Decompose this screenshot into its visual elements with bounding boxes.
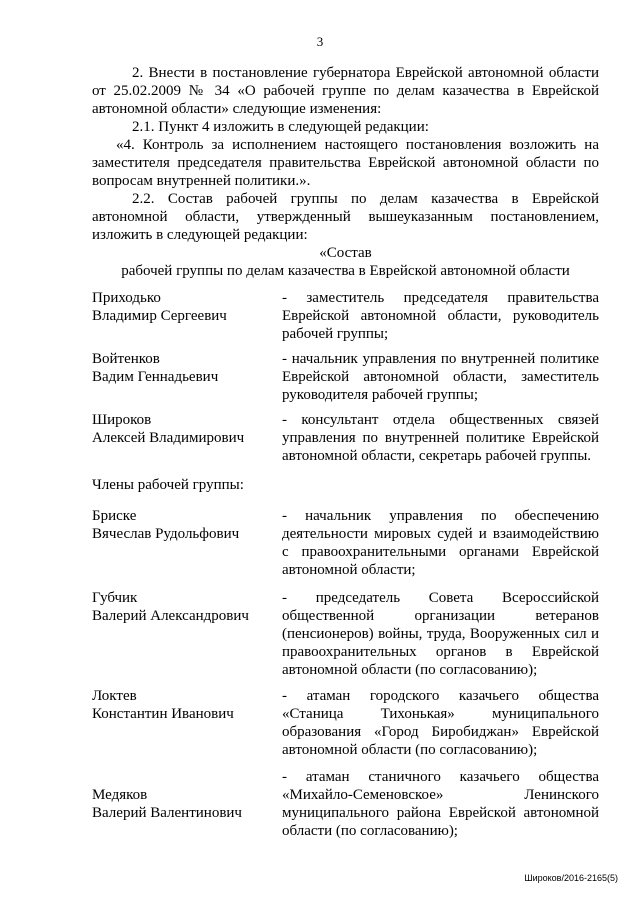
member-role: - атаман городского казачьего общества «Станица Тихонькая» муниципального образования «Город Биробиджан» Еврейской автономной области (по согласованию); bbox=[282, 688, 599, 758]
document-body bbox=[92, 64, 599, 280]
member-role: - начальник управления по внутренней политике Еврейской автономной области, заместитель руководителя рабочей группы; bbox=[282, 351, 599, 403]
paragraph-2-1: 2.1. Пункт 4 изложить в следующей редакции: bbox=[132, 119, 429, 135]
member-name bbox=[92, 786, 272, 822]
member-surname: Войтенков bbox=[92, 351, 160, 367]
member-role: - консультант отдела общественных связей управления по внутренней политике Еврейской автономной области, секретарь рабочей группы. bbox=[282, 412, 599, 464]
member-surname: Медяков bbox=[92, 787, 148, 803]
member-surname: Губчик bbox=[92, 590, 138, 606]
members-label: Члены рабочей группы: bbox=[92, 477, 244, 493]
member-given-name: Валерий Валентинович bbox=[92, 805, 242, 821]
paragraph-2: 2. Внести в постановление губернатора Еврейской автономной области от 25.02.2009 № 34 «О рабочей группе по делам казачества в Еврейской автономной области» следующие изменения: bbox=[92, 65, 599, 117]
member-given-name: Владимир Сергеевич bbox=[92, 308, 227, 324]
member-surname: Локтев bbox=[92, 688, 137, 704]
member-surname: Бриске bbox=[92, 508, 137, 524]
member-given-name: Константин Иванович bbox=[92, 706, 234, 722]
member-surname: Приходько bbox=[92, 290, 161, 306]
document-footer-code: Широков/2016-2165(5) bbox=[524, 873, 618, 883]
paragraph-2-2: 2.2. Состав рабочей группы по делам казачества в Еврейской автономной области, утвержденный вышеуказанным постановлением, изложить в следующей редакции: bbox=[92, 191, 599, 243]
page-number: 3 bbox=[316, 34, 324, 49]
member-surname: Широков bbox=[92, 412, 152, 428]
member-role: - председатель Совета Всероссийской общественной организации ветеранов (пенсионеров) войны, труда, Вооруженных сил и правоохранительных органов в Еврейской автономной области (по согласованию); bbox=[282, 590, 599, 678]
member-name bbox=[92, 350, 272, 386]
member-given-name: Алексей Владимирович bbox=[92, 430, 245, 446]
paragraph-quoted-4: «4. Контроль за исполнением настоящего постановления возложить на заместителя председателя правительства Еврейской автономной области по вопросам внутренней политики.». bbox=[92, 137, 599, 189]
member-role: - начальник управления по обеспечению деятельности мировых судей и взаимодействию с правоохранительными органами Еврейской автономной области; bbox=[282, 508, 599, 578]
member-name bbox=[92, 411, 272, 447]
composition-subtitle: рабочей группы по делам казачества в Еврейской автономной области bbox=[121, 263, 570, 279]
member-name bbox=[92, 687, 272, 723]
composition-title: «Состав bbox=[319, 245, 372, 261]
member-name bbox=[92, 589, 272, 625]
member-given-name: Валерий Александрович bbox=[92, 608, 249, 624]
member-name bbox=[92, 289, 272, 325]
member-given-name: Вячеслав Рудольфович bbox=[92, 526, 240, 542]
member-role: - атаман станичного казачьего общества «Михайло-Семеновское» Ленинского муниципального района Еврейской автономной области (по согласованию); bbox=[282, 769, 599, 839]
member-name bbox=[92, 507, 272, 543]
member-role: - заместитель председателя правительства Еврейской автономной области, руководитель рабочей группы; bbox=[282, 290, 599, 342]
member-given-name: Вадим Геннадьевич bbox=[92, 369, 219, 385]
